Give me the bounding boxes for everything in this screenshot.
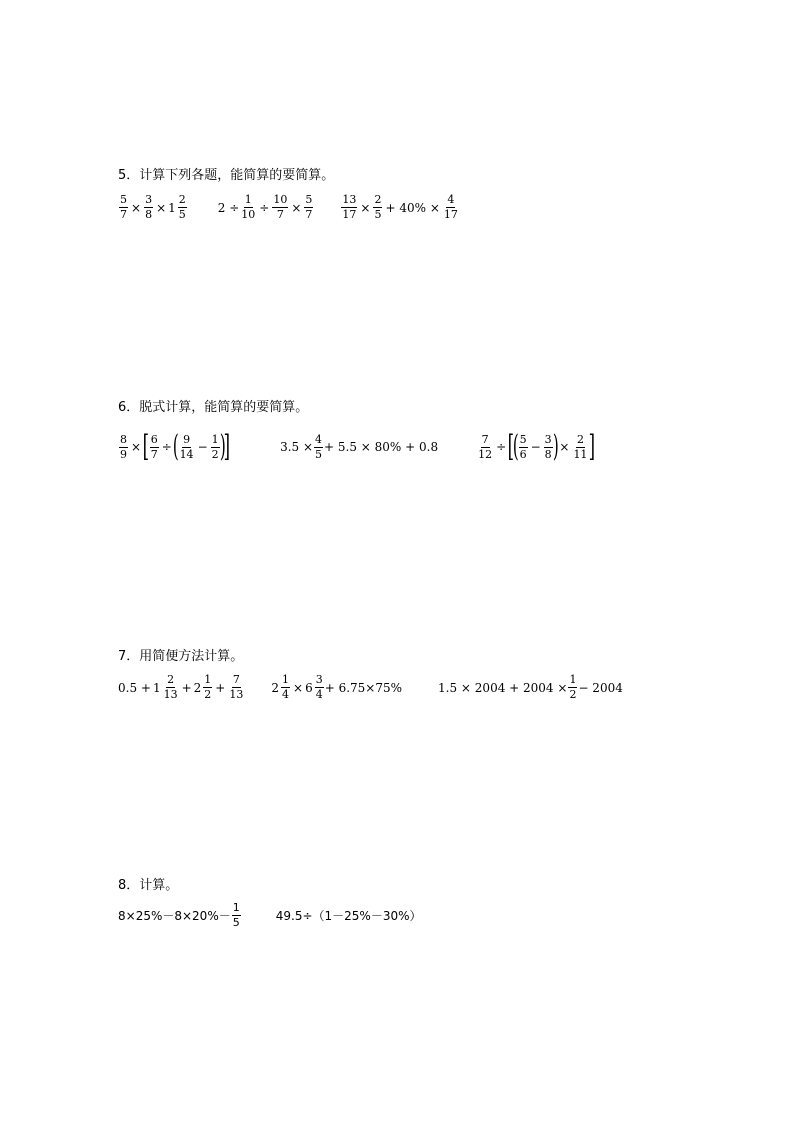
fraction: $\frac{4}{5}$ xyxy=(315,432,323,461)
fraction: $\frac{5}{7}$ xyxy=(305,193,313,221)
fraction: $\frac{3}{8}$ xyxy=(145,193,153,221)
q6-expression-3: $\frac{7}{12}$ ÷ [ ( $\frac{5}{6}$ − $\frac{3}{8}$ ) × $\frac{2}{11}$ ] xyxy=(478,429,596,464)
fraction: $\frac{2}{5}$ xyxy=(374,193,382,221)
fraction: $\frac{2}{13}$ xyxy=(163,673,178,701)
question-6-heading: 6．脱式计算，能简算的要简算。 xyxy=(118,400,309,415)
question-5-heading: 5．计算下列各题，能简算的要简算。 xyxy=(118,168,335,183)
fraction: $\frac{1}{2}$ xyxy=(211,432,219,461)
q5-expression-2: 2 ÷ $\frac{1}{10}$ ÷ $\frac{10}{7}$ × $\frac{5}{7}$ xyxy=(217,193,313,221)
fraction: $\frac{4}{17}$ xyxy=(443,193,458,221)
fraction: $\frac{1}{2}$ xyxy=(204,673,212,701)
fraction: $\frac{5}{7}$ xyxy=(120,193,127,221)
question-8-expressions xyxy=(118,902,422,929)
fraction: $\frac{7}{12}$ xyxy=(478,432,493,461)
fraction: $\frac{2}{11}$ xyxy=(573,432,588,461)
fraction: $\frac{3}{8}$ xyxy=(544,432,552,461)
fraction: $\frac{5}{6}$ xyxy=(519,432,527,461)
question-5-expressions xyxy=(118,194,460,221)
q7-expression-2: 2 $\frac{1}{4}$ × 6 $\frac{3}{4}$ + 6.75×75% xyxy=(271,673,403,701)
q8-expression-1: 8×25%－8×20%－ $\frac{1}{5}$ xyxy=(118,901,240,929)
fraction: $\frac{9}{14}$ xyxy=(179,432,194,461)
fraction: $\frac{13}{17}$ xyxy=(342,193,357,221)
question-6-expressions xyxy=(118,429,596,464)
fraction: $\frac{3}{4}$ xyxy=(315,673,323,701)
q5-expression-1: $\frac{5}{7}$ × $\frac{3}{8}$ × 1 $\frac{2}{5}$ xyxy=(120,193,186,221)
q5-expression-3: $\frac{13}{17}$ × $\frac{2}{5}$ + 40% × $\frac{4}{17}$ xyxy=(342,193,458,221)
fraction: $\frac{1}{5}$ xyxy=(232,901,240,929)
q6-expression-1: $\frac{8}{9}$ × [ $\frac{6}{7}$ ÷ ( $\frac{9}{14}$ − $\frac{1}{2}$ ) ] xyxy=(120,429,231,464)
fraction: $\frac{6}{7}$ xyxy=(150,432,158,461)
fraction: $\frac{1}{4}$ xyxy=(282,673,289,701)
question-8-heading: 8．计算。 xyxy=(118,878,179,893)
q6-expression-2: 3.5 × $\frac{4}{5}$ + 5.5 × 80% + 0.8 xyxy=(280,432,439,461)
fraction: $\frac{7}{13}$ xyxy=(229,673,244,701)
fraction: $\frac{8}{9}$ xyxy=(120,432,127,461)
fraction: $\frac{2}{5}$ xyxy=(178,193,186,221)
q7-expression-1: 0.5 + 1 $\frac{2}{13}$ + 2 $\frac{1}{2}$ + $\frac{7}{13}$ xyxy=(118,673,244,701)
question-7-heading: 7．用简便方法计算。 xyxy=(118,649,244,664)
q8-expression-2: 49.5÷（1－25%－30%） xyxy=(275,909,422,923)
q7-expression-3: 1.5 × 2004 + 2004 × $\frac{1}{2}$ − 2004 xyxy=(438,673,623,701)
fraction: $\frac{1}{2}$ xyxy=(569,673,577,701)
fraction: $\frac{1}{10}$ xyxy=(241,193,256,221)
question-7-expressions xyxy=(118,674,623,701)
fraction: $\frac{10}{7}$ xyxy=(273,193,288,221)
